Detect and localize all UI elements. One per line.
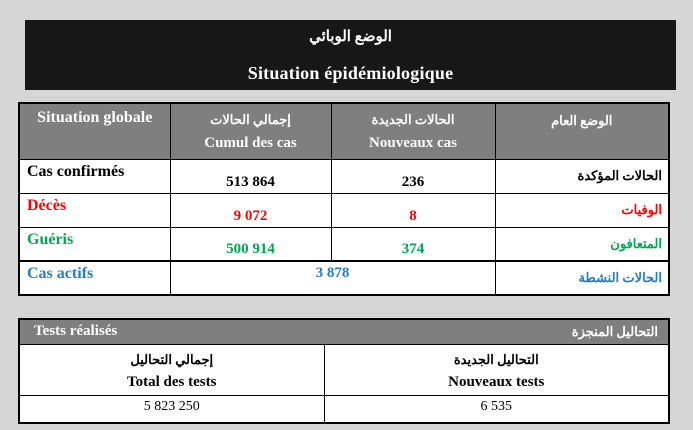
table-row-recovered [19,227,669,261]
new-tests-label-cell [324,344,669,395]
tests-table [18,318,670,424]
header-cumul-des-cas [170,103,331,159]
header-situation-globale: Situation globale [19,103,170,159]
tests-header-row [19,319,669,344]
total-tests-label-arabic: إجمالي التحاليل [130,351,214,367]
tests-header-arabic: التحاليل المنجزة [571,323,659,339]
table-row-confirmed-cases [19,159,669,193]
tests-header-french: Tests réalisés [34,323,118,340]
active-label-french: Cas actifs [19,261,170,295]
tests-value-row [19,395,669,423]
table-row-deaths [19,193,669,227]
new-tests-label-french: Nouveaux tests [448,373,545,390]
tests-header-cell [19,319,669,344]
deaths-label-arabic: الوفيات [495,193,669,227]
banner-title-arabic: الوضع الوبائي [309,29,392,45]
header-cumul-arabic: إجمالي الحالات [210,112,291,127]
new-tests-label-arabic: التحاليل الجديدة [453,351,539,367]
confirmed-label-arabic: الحالات المؤكدة [495,159,669,193]
deaths-label-french: Décès [19,193,170,227]
table-row-active-cases [19,261,669,295]
recovered-label-french: Guéris [19,227,170,261]
tests-label-row [19,344,669,395]
active-cases-value: 3 878 [170,261,495,295]
deaths-cumulative-value: 9 072 [170,193,331,227]
recovered-new-value: 374 [331,227,495,261]
confirmed-cumulative-value: 513 864 [170,159,331,193]
active-label-arabic: الحالات النشطة [495,261,669,295]
new-tests-value: 6 535 [324,395,669,423]
deaths-new-value: 8 [331,193,495,227]
header-nouveaux-french: Nouveaux cas [369,135,457,151]
header-nouveaux-cas [331,103,495,159]
global-situation-table [18,102,670,296]
total-tests-label-french: Total des tests [127,373,217,390]
header-nouveaux-arabic: الحالات الجديدة [371,112,455,127]
recovered-cumulative-value: 500 914 [170,227,331,261]
banner-title-french: Situation épidémiologique [247,63,454,83]
total-tests-value: 5 823 250 [19,395,324,423]
total-tests-label-cell [19,344,324,395]
header-general-situation-arabic: الوضع العام [495,103,669,159]
confirmed-new-value: 236 [331,159,495,193]
confirmed-label-french: Cas confirmés [19,159,170,193]
header-cumul-french: Cumul des cas [204,135,297,151]
recovered-label-arabic: المتعافون [495,227,669,261]
table-header-row [19,103,669,159]
epidemiological-situation-banner [25,20,676,90]
